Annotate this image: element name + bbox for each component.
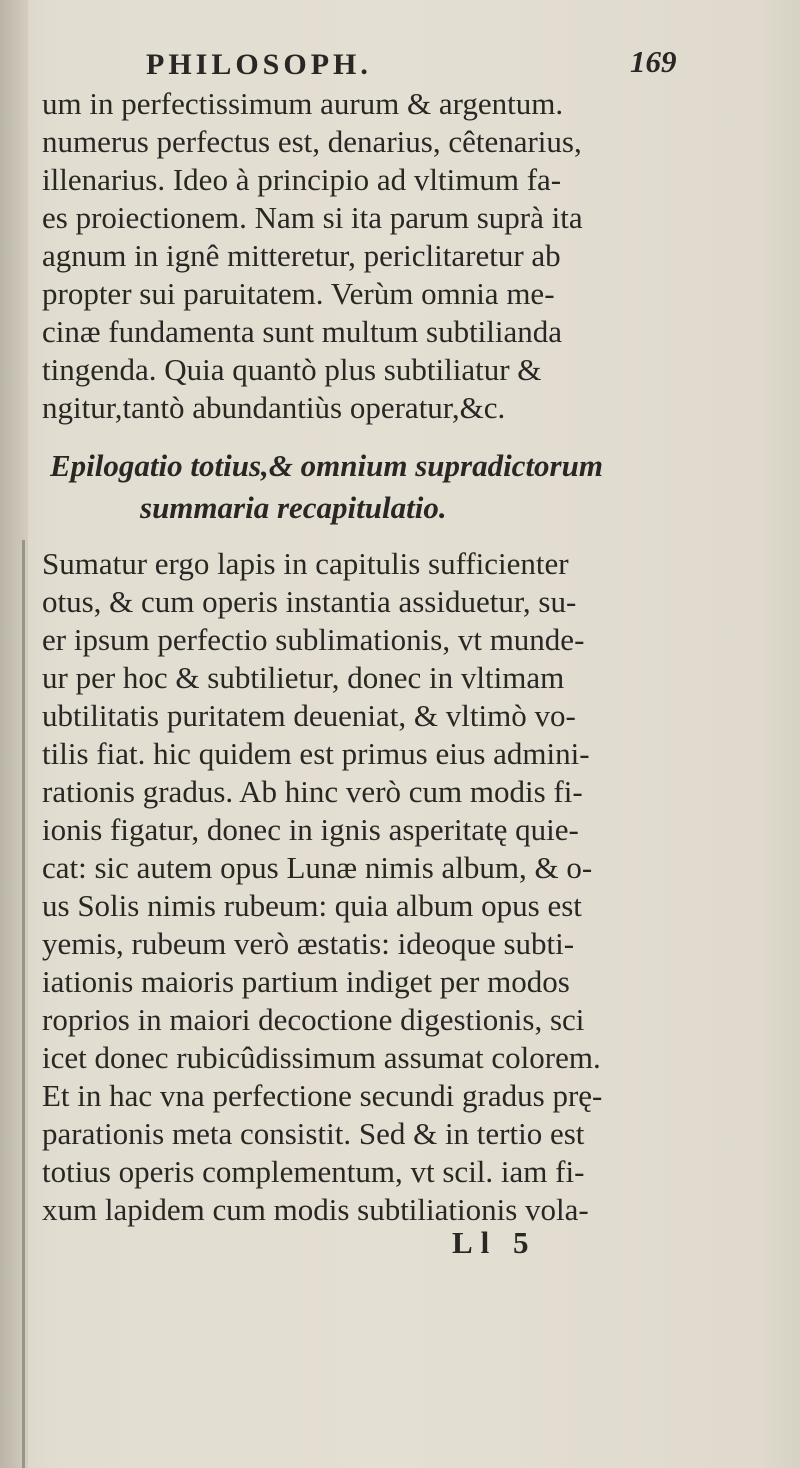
text-line: cinæ fundamenta sunt multum subtilianda — [42, 314, 563, 349]
text-line: us Solis nimis rubeum: quia album opus est — [42, 888, 582, 923]
section-heading-line1: Epilogatio totius,& omnium supradictorum — [50, 448, 603, 483]
text-line: Et in hac vna perfectione secundi gradus prę- — [42, 1078, 603, 1113]
text-line: agnum in ignê mitteretur, periclitaretur ab — [42, 238, 561, 273]
signature-mark: Ll 5 — [452, 1225, 537, 1260]
text-line: numerus perfectus est, denarius, cêtenarius, — [42, 124, 582, 159]
text-line: tilis fiat. hic quidem est primus eius admini- — [42, 736, 590, 771]
gutter-shadow-line — [22, 540, 25, 1468]
text-line: roprios in maiori decoctione digestionis, sci — [42, 1002, 585, 1037]
text-line: ionis figatur, donec in ignis asperitatę quie- — [42, 812, 579, 847]
text-line: ubtilitatis puritatem deueniat, & vltimò vo- — [42, 698, 576, 733]
text-line: ur per hoc & subtilietur, donec in vltimam — [42, 660, 565, 695]
text-line: totius operis complementum, vt scil. iam fi- — [42, 1154, 585, 1189]
text-line: yemis, rubeum verò æstatis: ideoque subti- — [42, 926, 575, 961]
text-line: es proiectionem. Nam si ita parum suprà ita — [42, 200, 583, 235]
text-line: er ipsum perfectio sublimationis, vt munde- — [42, 622, 585, 657]
running-head: PHILOSOPH. — [146, 48, 372, 81]
text-line: um in perfectissimum aurum & argentum. — [42, 86, 564, 121]
text-line: otus, & cum operis instantia assiduetur, su- — [42, 584, 577, 619]
section-heading-line2: summaria recapitulatio. — [140, 490, 447, 525]
text-line: illenarius. Ideo à principio ad vltimum fa- — [42, 162, 562, 197]
text-line: cat: sic autem opus Lunæ nimis album, & o- — [42, 850, 593, 885]
text-line: icet donec rubicûdissimum assumat colorem. — [42, 1040, 601, 1075]
page-number: 169 — [630, 44, 677, 79]
text-line: propter sui paruitatem. Verùm omnia me- — [42, 276, 555, 311]
text-line: Sumatur ergo lapis in capitulis sufficienter — [42, 546, 569, 581]
text-line: iationis maioris partium indiget per modos — [42, 964, 570, 999]
text-line: ngitur,tantò abundantiùs operatur,&c. — [42, 390, 506, 425]
text-line: parationis meta consistit. Sed & in tertio est — [42, 1116, 585, 1151]
text-line: xum lapidem cum modis subtiliationis vola- — [42, 1192, 589, 1227]
text-line: tingenda. Quia quantò plus subtiliatur & — [42, 352, 542, 387]
text-line: rationis gradus. Ab hinc verò cum modis fi- — [42, 774, 583, 809]
